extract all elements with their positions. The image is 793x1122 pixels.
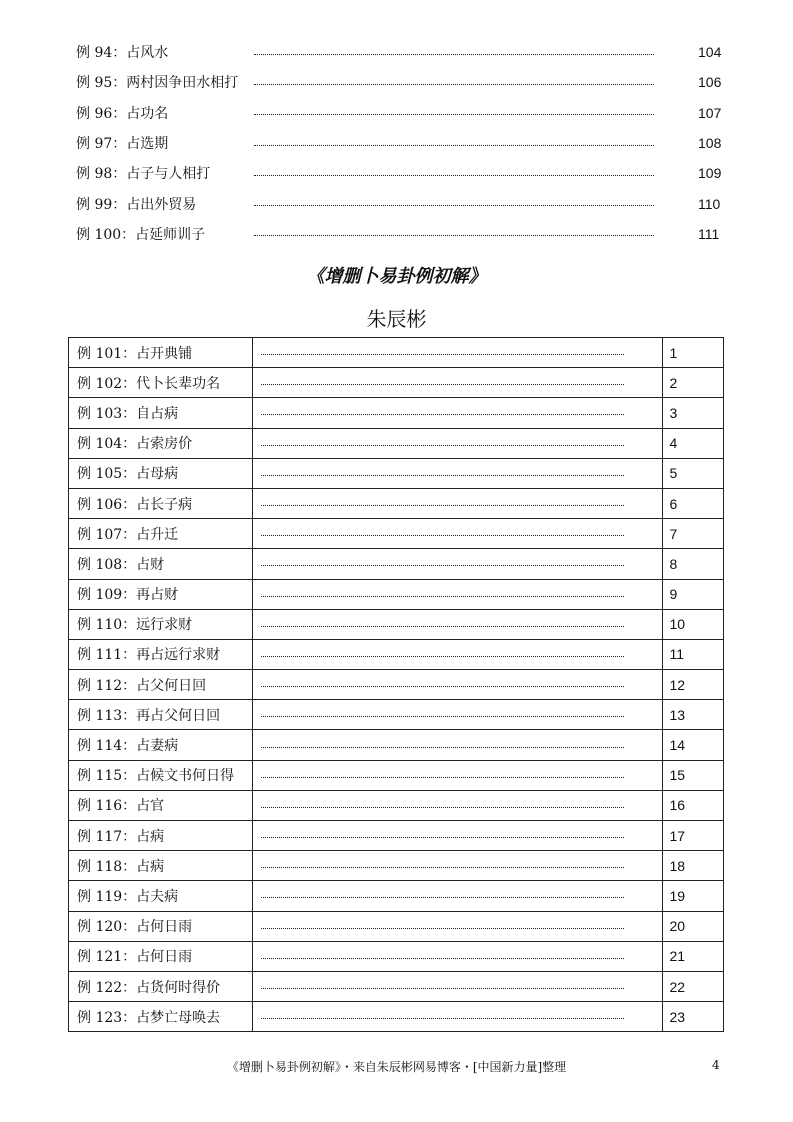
dot-leader (254, 100, 654, 115)
toc-entry-title: 例 105：占母病 (69, 458, 253, 488)
toc-entry-page: 5 (662, 458, 723, 488)
toc-entry-title: 例 109：再占财 (69, 579, 253, 609)
footer-text: 《增删卜易卦例初解》・来自朱辰彬网易博客・[中国新力量]整理 (226, 1060, 567, 1074)
toc-entry-title: 例 117：占病 (69, 821, 253, 851)
toc-entry-title: 例 104：占索房价 (69, 428, 253, 458)
toc-entry-page: 1 (662, 338, 723, 368)
toc-entry-title: 例 118：占病 (69, 851, 253, 881)
toc-entry-page: 19 (662, 881, 723, 911)
table-row (69, 338, 724, 368)
toc-entry-page: 9 (662, 579, 723, 609)
toc-entry-title: 例 101：占开典铺 (69, 338, 253, 368)
dot-leader-cell (253, 790, 662, 820)
dot-leader-cell (253, 760, 662, 790)
toc-entry-title: 例 108：占财 (69, 549, 253, 579)
table-row (69, 368, 724, 398)
toc-entry-page: 11 (662, 639, 723, 669)
toc-entry-title: 例 123：占梦亡母唤去 (69, 1002, 253, 1032)
toc-entry-title: 例 116：占官 (69, 790, 253, 820)
dot-leader (254, 40, 654, 55)
dot-leader (261, 944, 623, 959)
toc-entry-title: 例 112：占父何日回 (69, 670, 253, 700)
toc-entry (68, 67, 724, 97)
dot-leader-cell (253, 338, 662, 368)
footer-page-number: 4 (712, 1058, 720, 1072)
table-row (69, 398, 724, 428)
dot-leader (261, 974, 623, 989)
dot-leader (261, 642, 623, 657)
toc-entry (68, 219, 724, 249)
book-title: 《增删卜易卦例初解》 (306, 266, 487, 287)
dot-leader (261, 400, 623, 415)
toc-entry-page: 15 (662, 760, 723, 790)
dot-leader-cell (253, 881, 662, 911)
table-row (69, 519, 724, 549)
dot-leader-cell (253, 428, 662, 458)
toc-entry-page: 104 (698, 44, 722, 61)
toc-entry-page: 18 (662, 851, 723, 881)
toc-entry-page: 22 (662, 971, 723, 1001)
toc-entry (68, 98, 724, 128)
toc-entry-title: 例 102：代卜长辈功名 (69, 368, 253, 398)
dot-leader (261, 793, 623, 808)
toc-entry-page: 23 (662, 1002, 723, 1032)
toc-entry (68, 188, 724, 218)
dot-leader-cell (253, 851, 662, 881)
table-row (69, 730, 724, 760)
toc-entry-page: 14 (662, 730, 723, 760)
toc-entry-title: 例 98：占子与人相打 (76, 166, 211, 183)
dot-leader (261, 763, 623, 778)
toc-entry-title: 例 114：占妻病 (69, 730, 253, 760)
toc-entry-title: 例 110：远行求财 (69, 609, 253, 639)
toc-entry-title: 例 120：占何日雨 (69, 911, 253, 941)
toc-entry-page: 106 (698, 74, 722, 91)
dot-leader (261, 340, 623, 355)
dot-leader (261, 370, 623, 385)
toc-entry-title: 例 99：占出外贸易 (76, 196, 197, 213)
table-row (69, 1002, 724, 1032)
author-name: 朱辰彬 (366, 307, 427, 331)
toc-entry-page: 21 (662, 941, 723, 971)
table-row (69, 579, 724, 609)
toc-entry-page: 10 (662, 609, 723, 639)
toc-entry-title: 例 100：占延师训子 (76, 226, 206, 243)
toc-entry-page: 109 (698, 165, 722, 182)
toc-entry-title: 例 103：自占病 (69, 398, 253, 428)
toc-entry-title: 例 106：占长子病 (69, 488, 253, 518)
dot-leader-cell (253, 670, 662, 700)
dot-leader (261, 914, 623, 929)
toc-entry-page: 2 (662, 368, 723, 398)
toc-entry-title: 例 95：两村因争田水相打 (76, 75, 239, 92)
table-row (69, 851, 724, 881)
toc-entry-page: 110 (698, 195, 721, 212)
toc-entry-page: 20 (662, 911, 723, 941)
table-row (69, 911, 724, 941)
dot-leader (261, 461, 623, 476)
toc-entry-page: 8 (662, 549, 723, 579)
dot-leader (261, 883, 623, 898)
dot-leader (261, 612, 623, 627)
toc-entry-title: 例 119：占夫病 (69, 881, 253, 911)
table-row (69, 790, 724, 820)
toc-entry-page: 16 (662, 790, 723, 820)
table-row (69, 488, 724, 518)
dot-leader (261, 1004, 623, 1019)
dot-leader (254, 221, 654, 236)
dot-leader (261, 672, 623, 687)
toc-entry-page: 108 (698, 135, 722, 152)
toc-top-list (68, 37, 724, 249)
dot-leader-cell (253, 821, 662, 851)
dot-leader-cell (253, 911, 662, 941)
toc-entry-page: 3 (662, 398, 723, 428)
table-row (69, 971, 724, 1001)
toc-entry-title: 例 111：再占远行求财 (69, 639, 253, 669)
dot-leader-cell (253, 398, 662, 428)
toc-entry-page: 7 (662, 519, 723, 549)
toc-entry (68, 128, 724, 158)
table-row (69, 639, 724, 669)
dot-leader-cell (253, 639, 662, 669)
toc-entry-title: 例 122：占货何时得价 (69, 971, 253, 1001)
table-row (69, 941, 724, 971)
table-row (69, 821, 724, 851)
dot-leader (261, 431, 623, 446)
table-row (69, 700, 724, 730)
table-row (69, 670, 724, 700)
dot-leader-cell (253, 579, 662, 609)
table-row (69, 760, 724, 790)
table-row (69, 609, 724, 639)
dot-leader-cell (253, 700, 662, 730)
toc-entry-title: 例 107：占升迁 (69, 519, 253, 549)
toc-entry-page: 12 (662, 670, 723, 700)
table-row (69, 458, 724, 488)
toc-entry-page: 4 (662, 428, 723, 458)
toc-entry-title: 例 115：占候文书何日得 (69, 760, 253, 790)
dot-leader-cell (253, 971, 662, 1001)
dot-leader-cell (253, 368, 662, 398)
dot-leader-cell (253, 1002, 662, 1032)
dot-leader-cell (253, 609, 662, 639)
toc-entry-title: 例 94：占风水 (76, 45, 169, 62)
toc-entry-page: 13 (662, 700, 723, 730)
dot-leader (261, 551, 623, 566)
dot-leader (261, 521, 623, 536)
dot-leader-cell (253, 458, 662, 488)
dot-leader-cell (253, 730, 662, 760)
dot-leader (261, 582, 623, 597)
table-row (69, 428, 724, 458)
dot-leader (261, 823, 623, 838)
dot-leader (261, 853, 623, 868)
toc-table (68, 337, 724, 1032)
dot-leader-cell (253, 941, 662, 971)
toc-entry (68, 158, 724, 188)
dot-leader (261, 491, 623, 506)
dot-leader-cell (253, 519, 662, 549)
table-row (69, 881, 724, 911)
dot-leader (254, 131, 654, 146)
dot-leader-cell (253, 488, 662, 518)
dot-leader (261, 702, 623, 717)
toc-entry (68, 37, 724, 67)
toc-entry-title: 例 97：占选期 (76, 136, 169, 153)
dot-leader (261, 733, 623, 748)
dot-leader-cell (253, 549, 662, 579)
toc-entry-title: 例 121：占何日雨 (69, 941, 253, 971)
dot-leader (254, 191, 654, 206)
toc-entry-page: 111 (698, 225, 720, 242)
toc-entry-title: 例 113：再占父何日回 (69, 700, 253, 730)
table-row (69, 549, 724, 579)
toc-entry-title: 例 96：占功名 (76, 105, 169, 122)
toc-entry-page: 17 (662, 821, 723, 851)
toc-entry-page: 6 (662, 488, 723, 518)
dot-leader (254, 161, 654, 176)
dot-leader (254, 70, 654, 85)
toc-entry-page: 107 (698, 104, 722, 121)
